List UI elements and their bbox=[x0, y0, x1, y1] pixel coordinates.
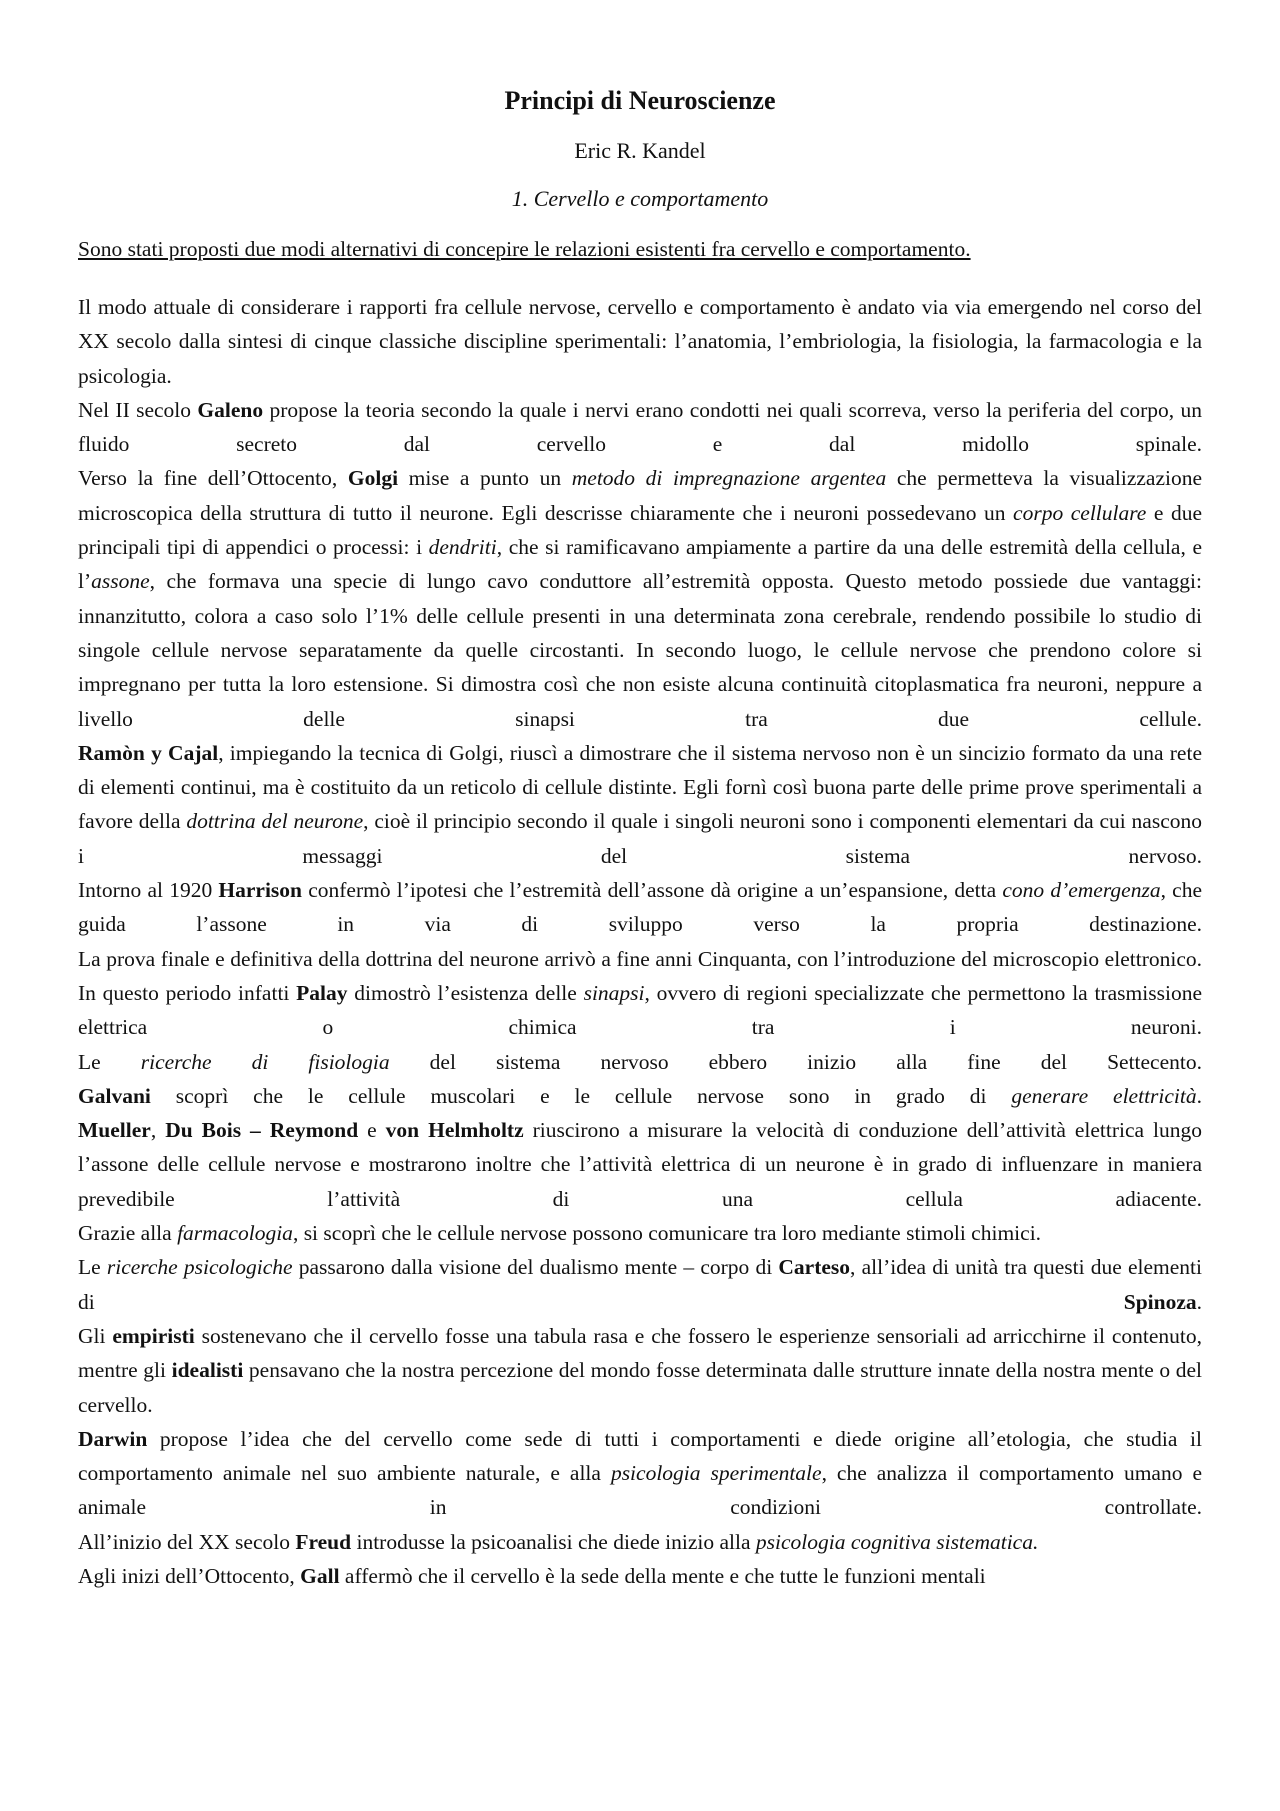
paragraph bbox=[78, 736, 1202, 873]
italic-term: cono d’emergenza bbox=[1002, 878, 1161, 903]
document-author: Eric R. Kandel bbox=[574, 138, 706, 163]
text-run: propose l’idea che del cervello come sede di tutti i comportamenti e diede origine all’etologia, che studia il comportamento animale nel suo ambiente naturale, e alla bbox=[78, 1426, 1202, 1486]
text-run: Gli bbox=[78, 1323, 113, 1348]
text-run: passarono dalla visione del dualismo mente – corpo di bbox=[292, 1255, 779, 1280]
text-run: Nel II secolo bbox=[78, 397, 198, 422]
paragraph bbox=[78, 1319, 1202, 1422]
italic-term: assone bbox=[91, 569, 150, 594]
text-run: Le bbox=[78, 1255, 107, 1280]
bold-term: Galvani bbox=[78, 1083, 151, 1108]
bold-term: Golgi bbox=[347, 466, 399, 491]
paragraph bbox=[78, 1079, 1202, 1113]
text-run: Il modo attuale di considerare i rapporti fra cellule nervose, cervello e comportamento è andato via via emergendo nel corso del XX secolo dalla sintesi di cinque classiche discipline sperimentali: l’anatomia, l’embriologia, la fisiologia, la farmacologia e la psicologia. bbox=[78, 295, 1202, 388]
bold-term: von Helmholtz bbox=[385, 1118, 524, 1143]
bold-term: Palay bbox=[296, 980, 348, 1005]
paragraph bbox=[78, 1250, 1202, 1319]
text-run: riuscirono a misurare la velocità di conduzione dell’attività elettrica lungo l’assone delle cellule nervose e mostrarono inoltre che l’attività elettrica di un neurone è in grado di influenzare in maniera prevedibile l’attività di una cellula adiacente. bbox=[78, 1118, 1202, 1211]
text-run: Intorno al 1920 bbox=[78, 878, 219, 903]
bold-term: Darwin bbox=[78, 1426, 148, 1451]
text-run: Le bbox=[78, 1049, 141, 1074]
paragraph bbox=[78, 393, 1202, 462]
text-run: e due principali tipi di appendici o processi: i bbox=[78, 500, 1203, 560]
document-title: Principi di Neuroscienze bbox=[504, 86, 776, 115]
text-run: confermò l’ipotesi che l’estremità dell’assone dà origine a un’espansione, detta bbox=[302, 878, 1003, 903]
italic-term: dendriti bbox=[428, 535, 497, 560]
text-run: Agli inizi dell’Ottocento, bbox=[78, 1563, 301, 1588]
paragraph bbox=[78, 290, 1202, 393]
text-run: propose la teoria secondo la quale i nervi erano condotti nei quali scorreva, verso la periferia del corpo, un fluido secreto dal cervello e dal midollo spinale. bbox=[78, 397, 1202, 457]
bold-term: Galeno bbox=[197, 397, 264, 422]
bold-term: Du Bois – Reymond bbox=[165, 1118, 359, 1143]
text-run: . bbox=[1196, 1083, 1202, 1108]
body-text bbox=[78, 290, 1202, 1593]
bold-term: Spinoza bbox=[1123, 1289, 1197, 1314]
italic-term: psicologia sperimentale bbox=[610, 1461, 822, 1486]
bold-term: idealisti bbox=[171, 1358, 244, 1383]
paragraph bbox=[78, 461, 1202, 735]
italic-term: farmacologia bbox=[177, 1221, 293, 1246]
text-run: e bbox=[358, 1118, 386, 1143]
text-run: introdusse la psicoanalisi che diede inizio alla bbox=[351, 1529, 756, 1554]
paragraph bbox=[78, 1422, 1202, 1525]
italic-term: sinapsi bbox=[583, 980, 645, 1005]
paragraph bbox=[78, 1216, 1202, 1250]
text-run: , bbox=[150, 1118, 166, 1143]
bold-term: Gall bbox=[300, 1563, 340, 1588]
italic-term: ricerche di fisiologia bbox=[140, 1049, 390, 1074]
bold-term: Mueller bbox=[78, 1118, 151, 1143]
italic-term: metodo di impregnazione argentea bbox=[571, 466, 887, 491]
bold-term: Harrison bbox=[218, 878, 302, 903]
text-run: dimostrò l’esistenza delle bbox=[347, 980, 584, 1005]
text-run: , che formava una specie di lungo cavo conduttore all’estremità opposta. Questo metodo possiede due vantaggi: innanzitutto, colora a caso solo l’1% delle cellule presenti in una determinata zona cerebrale, rendendo possibile lo studio di singole cellule nervose separatamente da quelle circostanti. In secondo luogo, le cellule nervose che prendono colore si impregnano per tutta la loro estensione. Si dimostra così che non esiste alcuna continuità citoplasmatica fra neuroni, neppure a livello delle sinapsi tra due cellule. bbox=[78, 569, 1202, 731]
bold-term: empiristi bbox=[112, 1323, 195, 1348]
text-run: , ovvero di regioni specializzate che permettono la trasmissione elettrica o chimica tra i neuroni. bbox=[78, 980, 1202, 1040]
italic-term: ricerche psicologiche bbox=[106, 1255, 293, 1280]
intro-sentence: Sono stati proposti due modi alternativi di concepire le relazioni esistenti fra cervello e comportamento. bbox=[78, 237, 971, 261]
text-run: , che si ramificavano ampiamente a partire da una delle estremità della cellula, e l’ bbox=[78, 535, 1202, 594]
text-run: sostenevano che il cervello fosse una tabula rasa e che fossero le esperienze sensoriali ad arricchirne il contenuto, mentre gli bbox=[78, 1323, 1202, 1383]
text-run: che permetteva la visualizzazione microscopica della struttura di tutto il neurone. Egli descrisse chiaramente che i neuroni possedevano un bbox=[78, 466, 1203, 525]
text-run: , che guida l’assone in via di sviluppo verso la propria destinazione. bbox=[78, 878, 1202, 937]
bold-term: Ramòn y Cajal bbox=[78, 740, 219, 765]
text-run: , che analizza il comportamento umano e animale in condizioni controllate. bbox=[78, 1461, 1202, 1520]
text-run: pensavano che la nostra percezione del mondo fosse determinata dalle strutture innate della nostra mente o del cervello. bbox=[78, 1358, 1202, 1417]
italic-term: dottrina del neurone bbox=[186, 809, 364, 834]
text-run: . bbox=[1196, 1289, 1202, 1314]
text-run: Verso la fine dell’Ottocento, bbox=[78, 466, 348, 491]
text-run: mise a punto un bbox=[398, 466, 572, 491]
text-run: affermò che il cervello è la sede della mente e che tutte le funzioni mentali bbox=[339, 1563, 986, 1588]
text-run: All’inizio del XX secolo bbox=[78, 1529, 296, 1554]
italic-term: corpo cellulare bbox=[1013, 500, 1147, 525]
paragraph bbox=[78, 1559, 1202, 1593]
text-run: , all’idea di unità tra questi due elementi di bbox=[78, 1255, 1202, 1314]
italic-term: generare elettricità bbox=[1011, 1083, 1197, 1108]
paragraph bbox=[78, 1525, 1202, 1559]
paragraph bbox=[78, 1113, 1202, 1216]
text-run: , si scoprì che le cellule nervose possono comunicare tra loro mediante stimoli chimici. bbox=[292, 1221, 1042, 1246]
text-run: scoprì che le cellule muscolari e le cellule nervose sono in grado di bbox=[150, 1083, 1012, 1108]
bold-term: Freud bbox=[295, 1529, 352, 1554]
text-run: , cioè il principio secondo il quale i singoli neuroni sono i componenti elementari da cui nascono i messaggi del sistema nervoso. bbox=[78, 809, 1202, 868]
text-run: La prova finale e definitiva della dottrina del neurone arrivò a fine anni Cinquanta, con l’introduzione del microscopio elettronico. In questo periodo infatti bbox=[78, 946, 1202, 1005]
paragraph bbox=[78, 1045, 1202, 1079]
text-run: , impiegando la tecnica di Golgi, riuscì a dimostrare che il sistema nervoso non è un sincizio formato da una rete di elementi continui, ma è costituito da un reticolo di cellule distinte. Egli fornì così buona parte delle prime prove sperimentali a favore della bbox=[78, 740, 1202, 834]
bold-term: Carteso bbox=[778, 1255, 851, 1280]
paragraph bbox=[78, 942, 1202, 1045]
paragraph bbox=[78, 873, 1202, 942]
text-run: Grazie alla bbox=[78, 1221, 178, 1246]
text-run: del sistema nervoso ebbero inizio alla fine del Settecento. bbox=[389, 1049, 1202, 1074]
chapter-heading: 1. Cervello e comportamento bbox=[511, 186, 769, 211]
italic-term: psicologia cognitiva sistematica. bbox=[755, 1529, 1039, 1554]
